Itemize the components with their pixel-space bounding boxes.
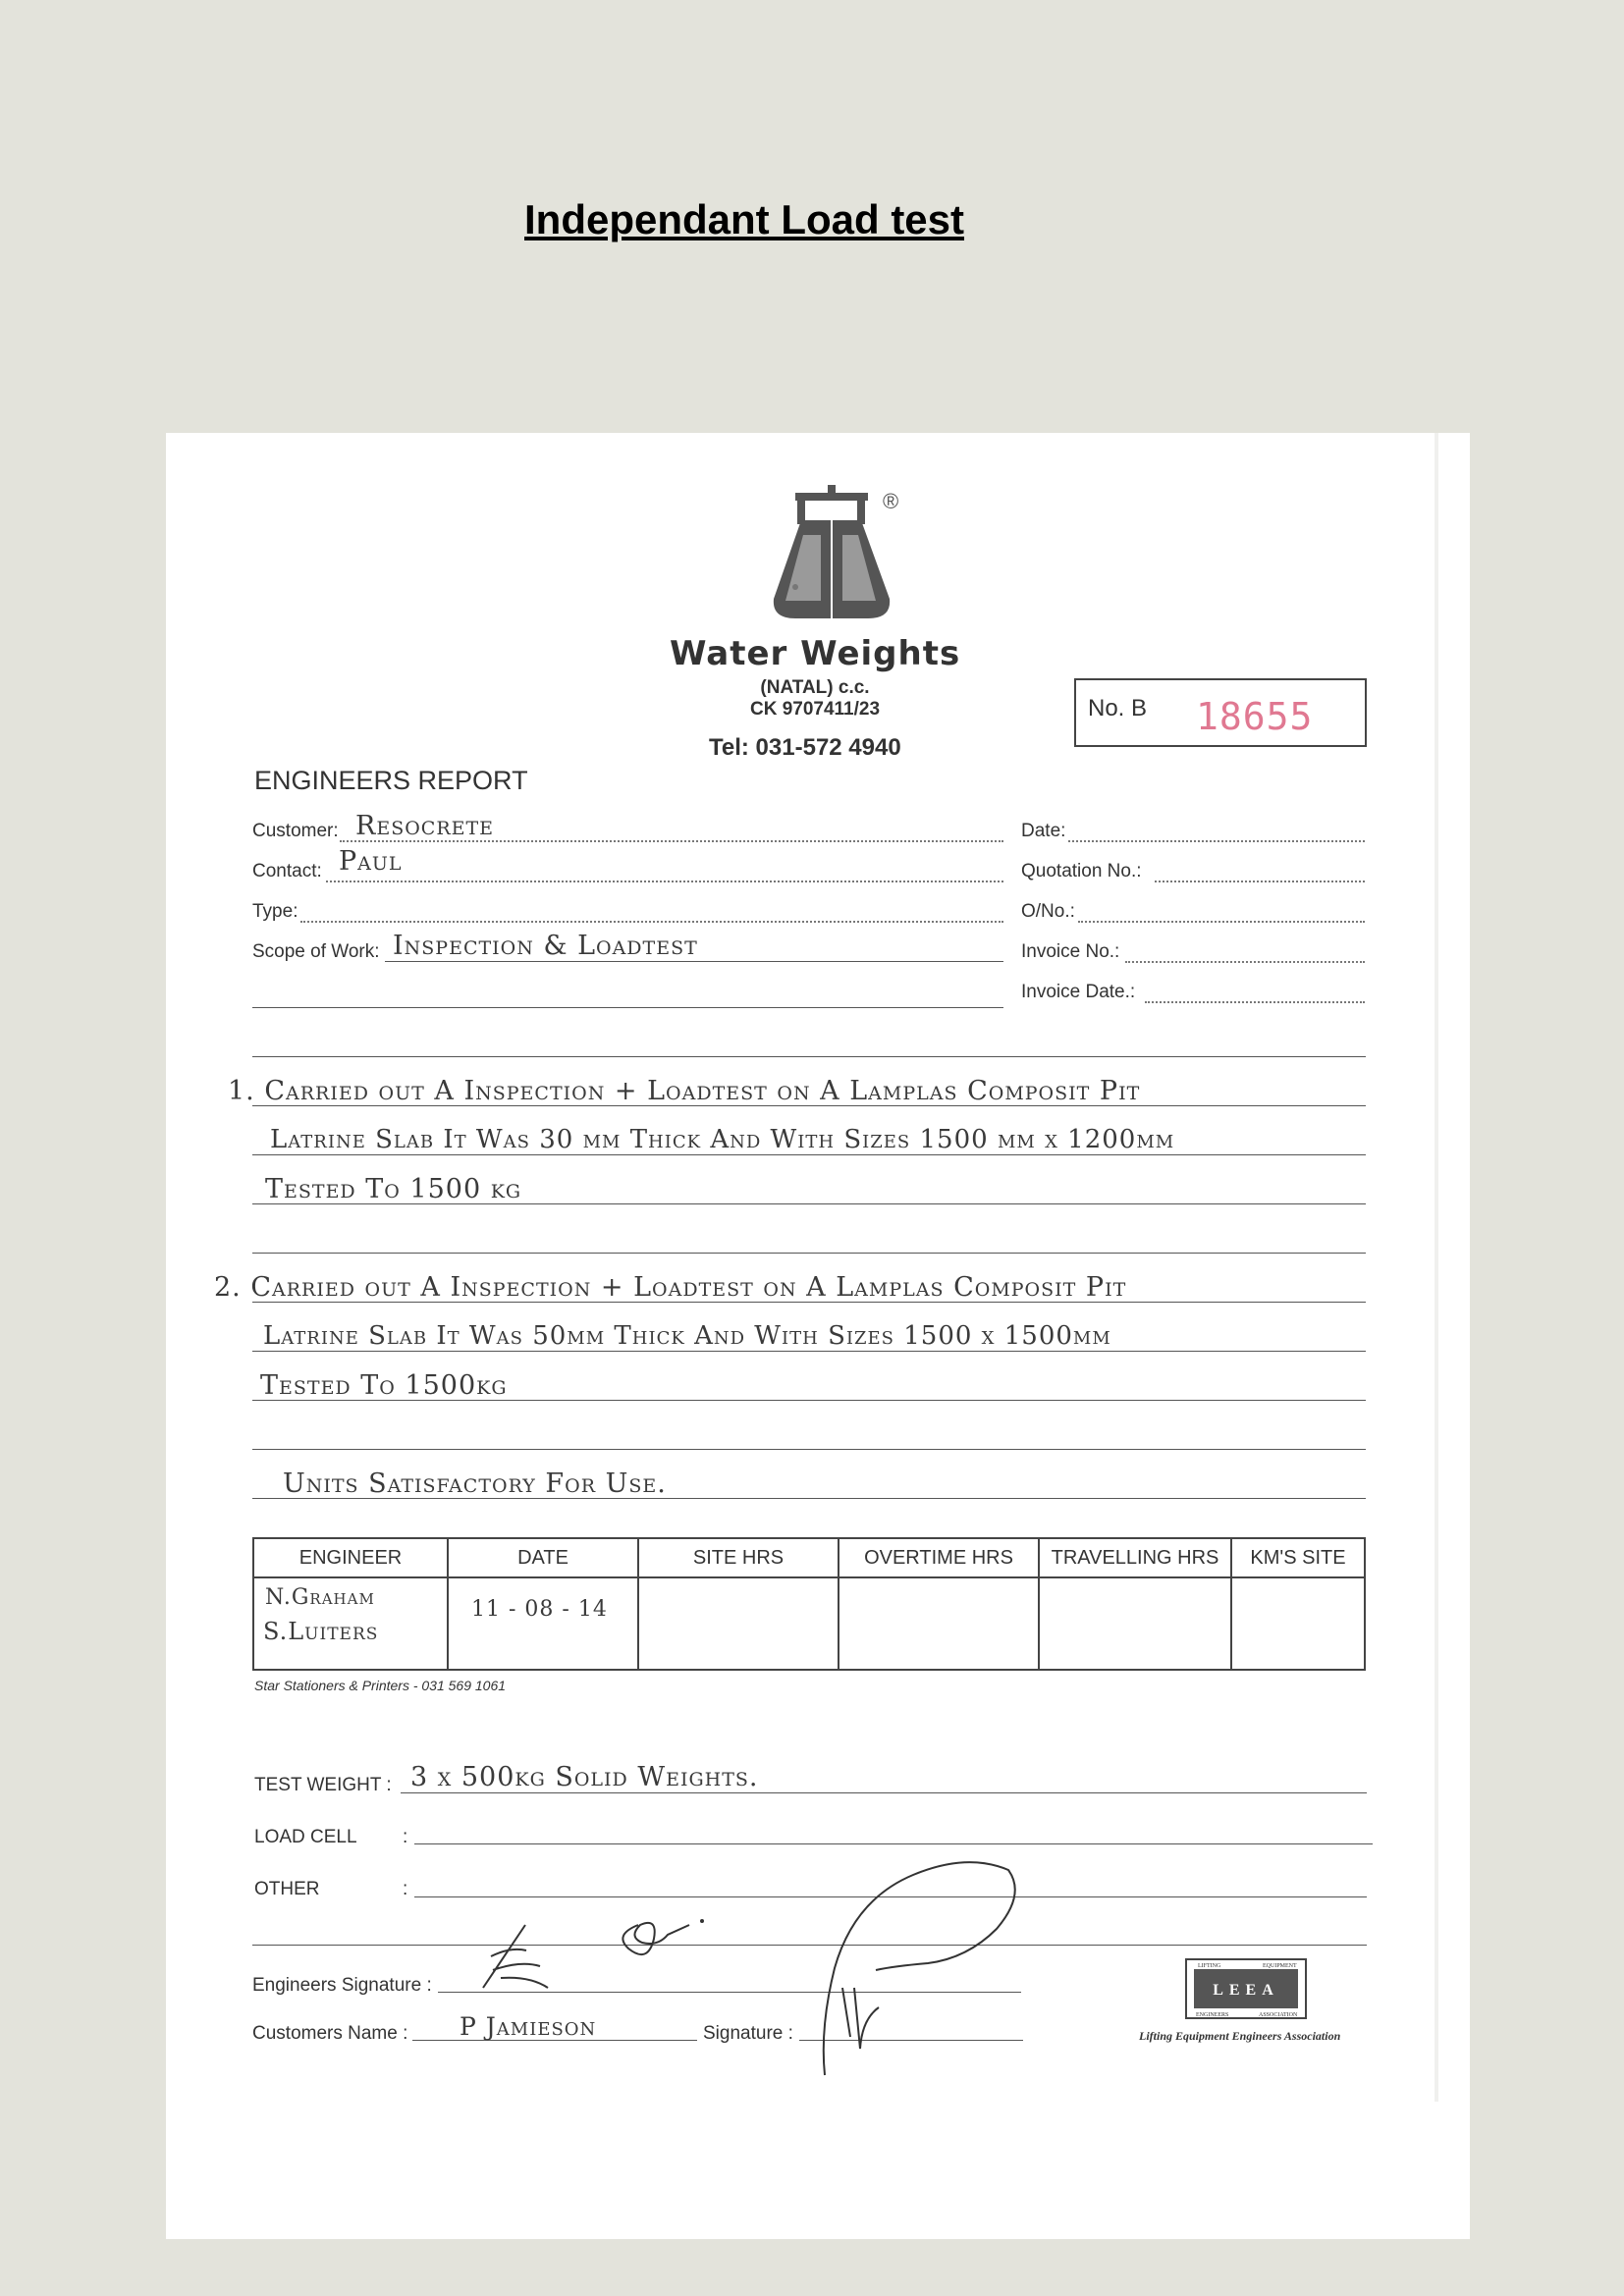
brand-ck-number: CK 9707411/23	[749, 699, 881, 720]
table-header-row	[253, 1538, 1365, 1577]
note-rule	[252, 1351, 1366, 1352]
note-line-7: Units Satisfactory For Use.	[283, 1468, 667, 1499]
note-rule	[252, 1154, 1366, 1155]
brand-telephone: Tel: 031-572 4940	[709, 734, 901, 761]
travelling-hrs-cell	[1039, 1577, 1231, 1670]
customer-label: Customer:	[252, 821, 339, 841]
note-rule	[252, 1056, 1366, 1057]
test-weight-value: 3 x 500kg Solid Weights.	[410, 1762, 759, 1792]
logo-letters: LEEA	[1213, 1982, 1279, 1999]
work-hours-table	[252, 1537, 1366, 1671]
contact-label: Contact:	[252, 861, 322, 881]
printer-note: Star Stationers & Printers - 031 569 1061	[254, 1678, 507, 1693]
handwritten-signatures-icon	[432, 1841, 1041, 2081]
engineer-name-1: N.Graham	[265, 1585, 375, 1610]
other-label: OTHER	[254, 1879, 320, 1899]
page-title: Independant Load test	[524, 196, 965, 242]
note-line-6: Tested To 1500kg	[260, 1370, 508, 1401]
type-label: Type:	[252, 901, 298, 922]
note-rule	[252, 1253, 1366, 1254]
note-line-3: Tested To 1500 kg	[265, 1174, 522, 1204]
test-weight-label: TEST WEIGHT :	[254, 1775, 392, 1795]
logo-text-engineers: ENGINEERS	[1196, 2012, 1229, 2018]
table-header: OVERTIME HRS	[839, 1538, 1039, 1577]
test-weight-line	[401, 1792, 1367, 1793]
date-cell	[448, 1577, 638, 1670]
sheet-edge	[1435, 433, 1438, 2102]
note-line-2: Latrine Slab It Was 30 mm Thick And With Sizes 1500 mm x 1200mm	[270, 1125, 1175, 1154]
table-header: DATE	[448, 1538, 638, 1577]
load-cell-colon: :	[403, 1827, 408, 1847]
scope-value: Inspection & Loadtest	[393, 931, 698, 961]
note-line-4: 2. Carried out A Inspection + Loadtest on A Lamplas Composit Pit	[214, 1272, 1127, 1303]
customer-name-label: Customers Name :	[252, 2023, 408, 2044]
date-label: Date:	[1021, 821, 1066, 841]
other-colon: :	[403, 1879, 408, 1899]
number-label: No. B	[1088, 695, 1148, 721]
invoice-line	[1125, 961, 1365, 963]
leea-logo-icon	[1172, 1953, 1320, 2024]
logo-text-association: ASSOCIATION	[1259, 2012, 1298, 2018]
registered-mark: ®	[883, 489, 899, 513]
scope-line	[385, 961, 1003, 962]
customer-value: Resocrete	[355, 811, 495, 841]
customer-name-value: P Jamieson	[460, 2012, 597, 2041]
engineer-cell	[253, 1577, 448, 1670]
table-header: ENGINEER	[253, 1538, 448, 1577]
type-line	[300, 921, 1003, 923]
load-cell-label: LOAD CELL	[254, 1827, 357, 1847]
table-header: KM'S SITE	[1231, 1538, 1365, 1577]
table-header: TRAVELLING HRS	[1039, 1538, 1231, 1577]
note-line-5: Latrine Slab It Was 50mm Thick And With Sizes 1500 x 1500mm	[263, 1321, 1111, 1351]
work-date: 11 - 08 - 14	[471, 1597, 608, 1622]
logo-text-lifting: LIFTING	[1198, 1963, 1221, 1969]
association-name: Lifting Equipment Engineers Association	[1139, 2029, 1341, 2043]
contact-line	[326, 881, 1003, 882]
table-row	[253, 1577, 1365, 1670]
quotation-line	[1155, 881, 1365, 882]
engineer-name-2: S.Luiters	[263, 1618, 379, 1645]
scope-label: Scope of Work:	[252, 941, 380, 962]
invoice-label: Invoice No.:	[1021, 941, 1120, 962]
invoice-date-line	[1145, 1001, 1365, 1003]
kms-site-cell	[1231, 1577, 1365, 1670]
serial-number: 18655	[1196, 695, 1314, 738]
brand-name: Water Weights	[670, 634, 961, 673]
engineer-signature-label: Engineers Signature :	[252, 1975, 432, 1996]
invoice-date-label: Invoice Date.:	[1021, 982, 1136, 1002]
date-line	[1068, 840, 1365, 842]
table-header: SITE HRS	[638, 1538, 839, 1577]
overtime-hrs-cell	[839, 1577, 1039, 1670]
note-line-1: 1. Carried out A Inspection + Loadtest on A Lamplas Composit Pit	[228, 1076, 1141, 1106]
order-number-label: O/No.:	[1021, 901, 1075, 922]
quotation-label: Quotation No.:	[1021, 861, 1142, 881]
scope-line-2	[252, 1007, 1003, 1008]
site-hrs-cell	[638, 1577, 839, 1670]
contact-value: Paul	[339, 846, 403, 877]
report-title: ENGINEERS REPORT	[254, 766, 528, 795]
brand-natal: (NATAL) c.c.	[760, 677, 870, 698]
note-rule	[252, 1449, 1366, 1450]
logo-text-equipment: EQUIPMENT	[1263, 1963, 1297, 1969]
order-number-line	[1078, 921, 1365, 923]
signature-label: Signature :	[703, 2023, 793, 2044]
